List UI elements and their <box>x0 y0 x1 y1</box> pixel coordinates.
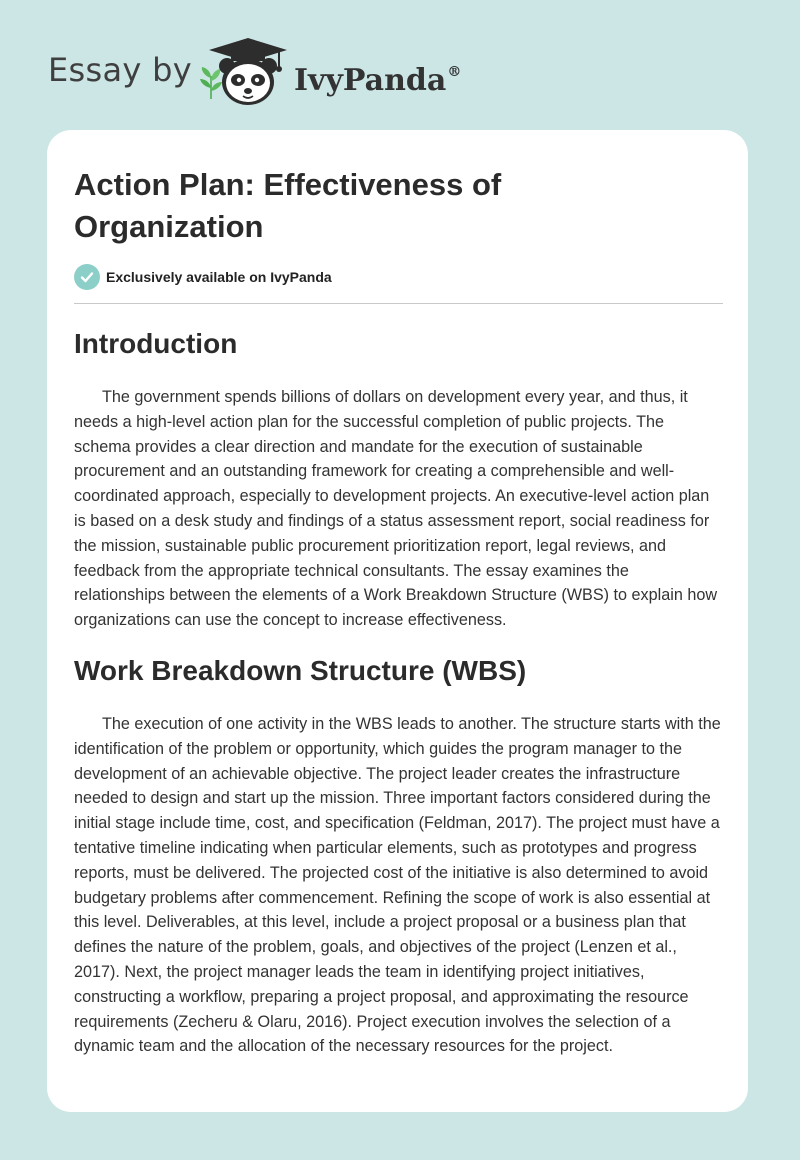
check-icon <box>74 264 100 290</box>
brand-name: IvyPanda® <box>294 63 462 98</box>
exclusive-text: Exclusively available on IvyPanda <box>106 269 332 285</box>
essay-by-text: Essay by <box>48 51 192 89</box>
essay-card <box>47 130 748 1112</box>
registered-mark: ® <box>447 64 462 80</box>
section-paragraph-wbs: The execution of one activity in the WBS leads to another. The structure starts with the identification of the problem or opportunity, which guides the program manager to the development of an achievable objective. The project leader creates the infrastructure needed to design and start up the mission. Three important factors considered during the initial stage include time, cost, and specification (Feldman, 2017). The project must have a tentative timeline indicating when particular elements, such as prototypes and progress reports, must be delivered. The projected cost of the initiative is also determined to avoid budgetary problems after commencement. Refining the scope of work is also essential at this level. Deliverables, at this level, include a project proposal or a business plan that defines the nature of the problem, goals, and objectives of the project (Lenzen et al., 2017). Next, the project manager leads the team in identifying project initiatives, constructing a workflow, preparing a project proposal, and approximating the resource requirements (Zecheru & Olaru, 2016). Project execution involves the selection of a dynamic team and the allocation of the necessary resources for the project. <box>74 715 721 1056</box>
section-paragraph-introduction: The government spends billions of dollars on development every year, and thus, it needs a high-level action plan for the successful completion of public projects. The schema provides a clear direction and mandate for the execution of sustainable procurement and an outstanding framework for creating a comprehensible and well-coordinated approach, especially to development projects. An executive-level action plan is based on a desk study and findings of a status assessment report, social readiness for the mission, sustainable public procurement prioritization report, legal reviews, and feedback from the appropriate technical consultants. The essay examines the relationships between the elements of a Work Breakdown Structure (WBS) to explain how organizations can use the concept to increase effectiveness. <box>74 388 718 630</box>
site-header <box>0 0 800 130</box>
title-divider <box>74 303 723 304</box>
section-heading-wbs: Work Breakdown Structure (WBS) <box>74 655 527 686</box>
panda-logo-icon <box>207 36 289 108</box>
exclusive-badge <box>74 263 332 291</box>
section-heading-introduction: Introduction <box>74 328 238 359</box>
essay-title: Action Plan: Effectiveness of Organization <box>74 167 502 244</box>
